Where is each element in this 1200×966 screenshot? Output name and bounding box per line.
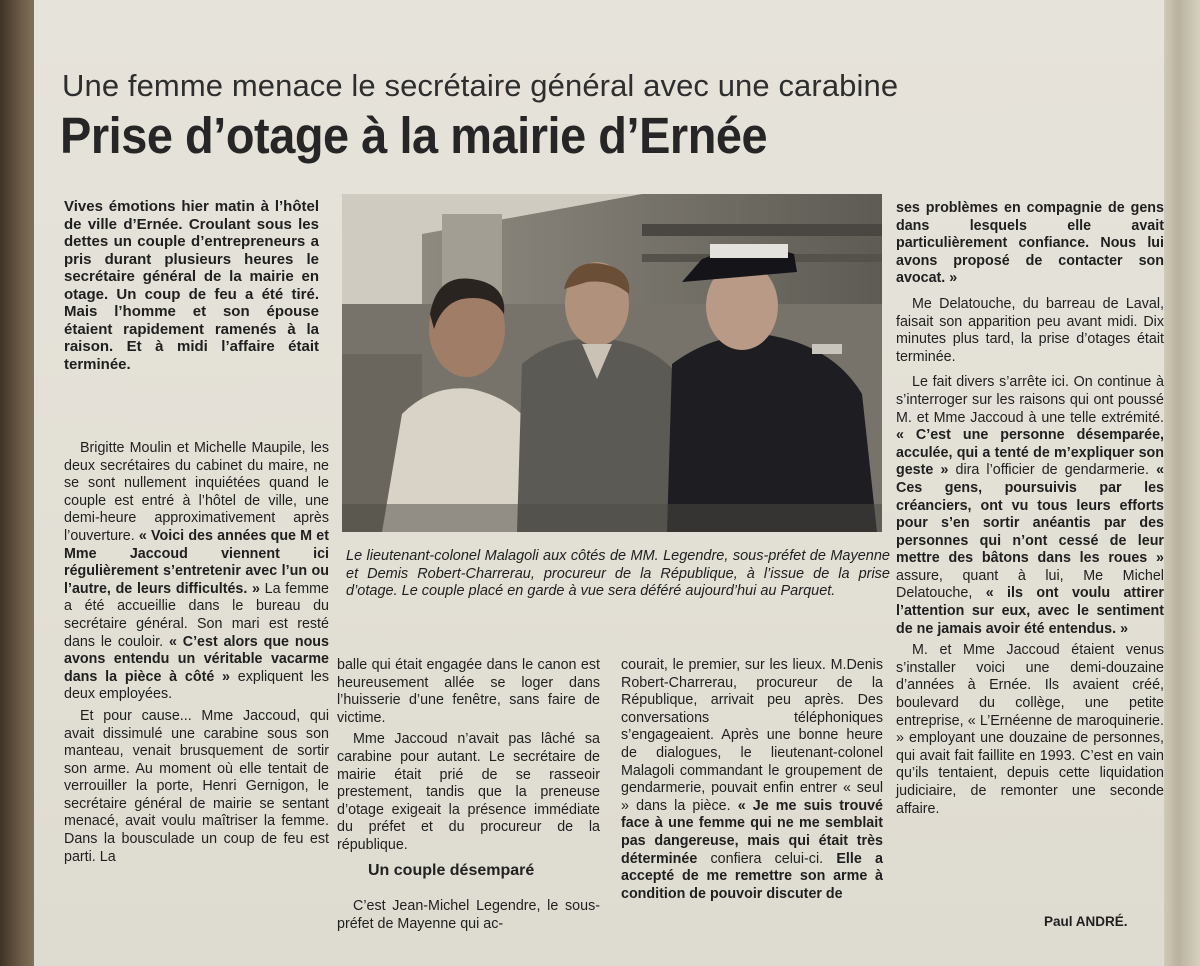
text: dira l’officier de gendarmerie. <box>948 462 1157 479</box>
byline: Paul ANDRÉ. <box>1044 914 1128 929</box>
quote: « ils ont voulu attirer l’attention sur eux, avec le sentiment de ne jamais avoir été entendus. » <box>896 585 1164 637</box>
adjacent-clipping-edge <box>1164 0 1200 966</box>
paragraph <box>896 374 1164 638</box>
lede-paragraph: Vives émotions hier matin à l’hôtel de ville d’Ernée. Croulant sous les dettes un couple d’entrepreneurs a pris durant plusieurs heures le secrétaire général de la mairie en otage. Un coup de feu a été tiré. Mais l’homme et son épouse étaient rapidement ramenés à la raison. Et à midi l’affaire était terminée. <box>64 198 319 373</box>
text: courait, le premier, sur les lieux. M.Denis Robert-Charrerau, procureur de la République, arrivait peu après. Des conversations téléphoniques s’engageaient. Après une bonne heure de dialogues, le lieutenant-colonel Malagoli commandant le groupement de gendarmerie, pouvait enfin entrer « seul » dans la pièce. <box>621 657 883 814</box>
text: assure, quant à lui, Me Michel Delatouche, <box>896 567 1164 602</box>
paragraph <box>621 657 883 903</box>
photo-caption: Le lieutenant-colonel Malagoli aux côtés de MM. Legendre, sous-préfet de Mayenne et Demis Robert-Charrerau, procureur de la République, à l’issue de la prise d’otage. Le couple placé en garde à vue sera déféré aujourd’hui au Parquet. <box>346 548 890 599</box>
paragraph: balle qui était engagée dans le canon est heureusement allée se loger dans l’huisserie d’une fenêtre, sans faire de victime. <box>337 657 600 726</box>
paragraph <box>64 440 329 704</box>
subheading: Un couple désemparé <box>368 862 535 879</box>
text: La femme a été accueillie dans le bureau du secrétaire général. Son mari est resté dans le couloir. <box>64 580 329 650</box>
quote: « Voici des années que M et Mme Jaccoud viennent ici régulièrement s’entretenir avec l’un ou l’autre, de leurs difficultés. » <box>64 527 329 597</box>
quote: « C’est alors que nous avons entendu un véritable vacarme dans la pièce à côté » <box>64 633 329 685</box>
paragraph: Mme Jaccoud n’avait pas lâché sa carabine pour autant. Le secrétaire de mairie était prié de se rasseoir prestement, tandis que la preneuse d’otage exigeait la présence immédiate du préfet et du procureur de la république. <box>337 731 600 853</box>
text: Brigitte Moulin et Michelle Maupile, les deux secrétaires du cabinet du maire, ne se sont nullement inquiétées quand le couple est entré à l’hôtel de ville, une demi-heure approximativement après l’ouverture. <box>64 440 329 544</box>
newspaper-clipping <box>34 0 1164 966</box>
kicker-title: Une femme menace le secrétaire général avec une carabine <box>62 68 899 103</box>
quote: « C’est une personne désemparée, acculée, qui a tenté de m’expliquer son geste » <box>896 427 1164 479</box>
article-column-4 <box>896 200 1164 822</box>
text: confiera celui-ci. <box>697 850 837 867</box>
paragraph: C’est Jean-Michel Legendre, le sous-préfet de Mayenne qui ac- <box>337 898 600 932</box>
quote: « Ces gens, poursuivis par les créanciers, ont vu tous leurs efforts pour s’en sortir anéantis par des personnes qui n’ont cessé de leur mettre des bâtons dans les roues » <box>896 462 1165 567</box>
paragraph: Me Delatouche, du barreau de Laval, faisait son apparition peu avant midi. Dix minutes plus tard, la prise d’otages était terminée. <box>896 295 1164 365</box>
text: Le fait divers s’arrête ici. On continue à s’interroger sur les raisons qui ont poussé M. et Mme Jaccoud à une telle extrémité. <box>896 374 1164 426</box>
headline: Prise d’otage à la mairie d’Ernée <box>60 107 768 164</box>
article-column-2-continued <box>337 898 600 937</box>
article-column-1 <box>64 440 329 870</box>
news-photo <box>342 194 882 532</box>
quote: Elle a accepté de me remettre son arme à condition de pouvoir discuter de <box>621 850 883 902</box>
article-column-3 <box>621 657 883 907</box>
text: expliquent les deux employées. <box>64 668 329 703</box>
paragraph: M. et Mme Jaccoud étaient venus s’installer voici une demi-douzaine d’années à Ernée. Ils avaient créé, boulevard du collège, une petite entreprise, « L’Ernéenne de maroquinerie. » employant une douzaine de personnes, qui avait fait faillite en 1993. C’est en vain qu’ils tentaient, depuis cette liquidation judiciaire, de remonter une seconde affaire. <box>896 642 1164 817</box>
photo-illustration <box>342 194 882 532</box>
quote: « Je me suis trouvé face à une femme qui ne me semblait pas dangereuse, mais qui était très déterminée <box>621 797 883 867</box>
paragraph: Et pour cause... Mme Jaccoud, qui avait dissimulé une carabine sous son manteau, venait brusquement de sortir son arme. Au moment où elle tentait de verrouiller la porte, Henri Gernigon, le secrétaire général de mairie se sentant menacé, avait voulu maîtriser la femme. Dans la bousculade un coup de feu est parti. La <box>64 707 329 865</box>
paragraph: ses problèmes en compagnie de gens dans lesquels elle avait particulièrement confiance. Nous lui avons proposé de contacter son avocat. » <box>896 200 1164 287</box>
article-column-2 <box>337 657 600 859</box>
